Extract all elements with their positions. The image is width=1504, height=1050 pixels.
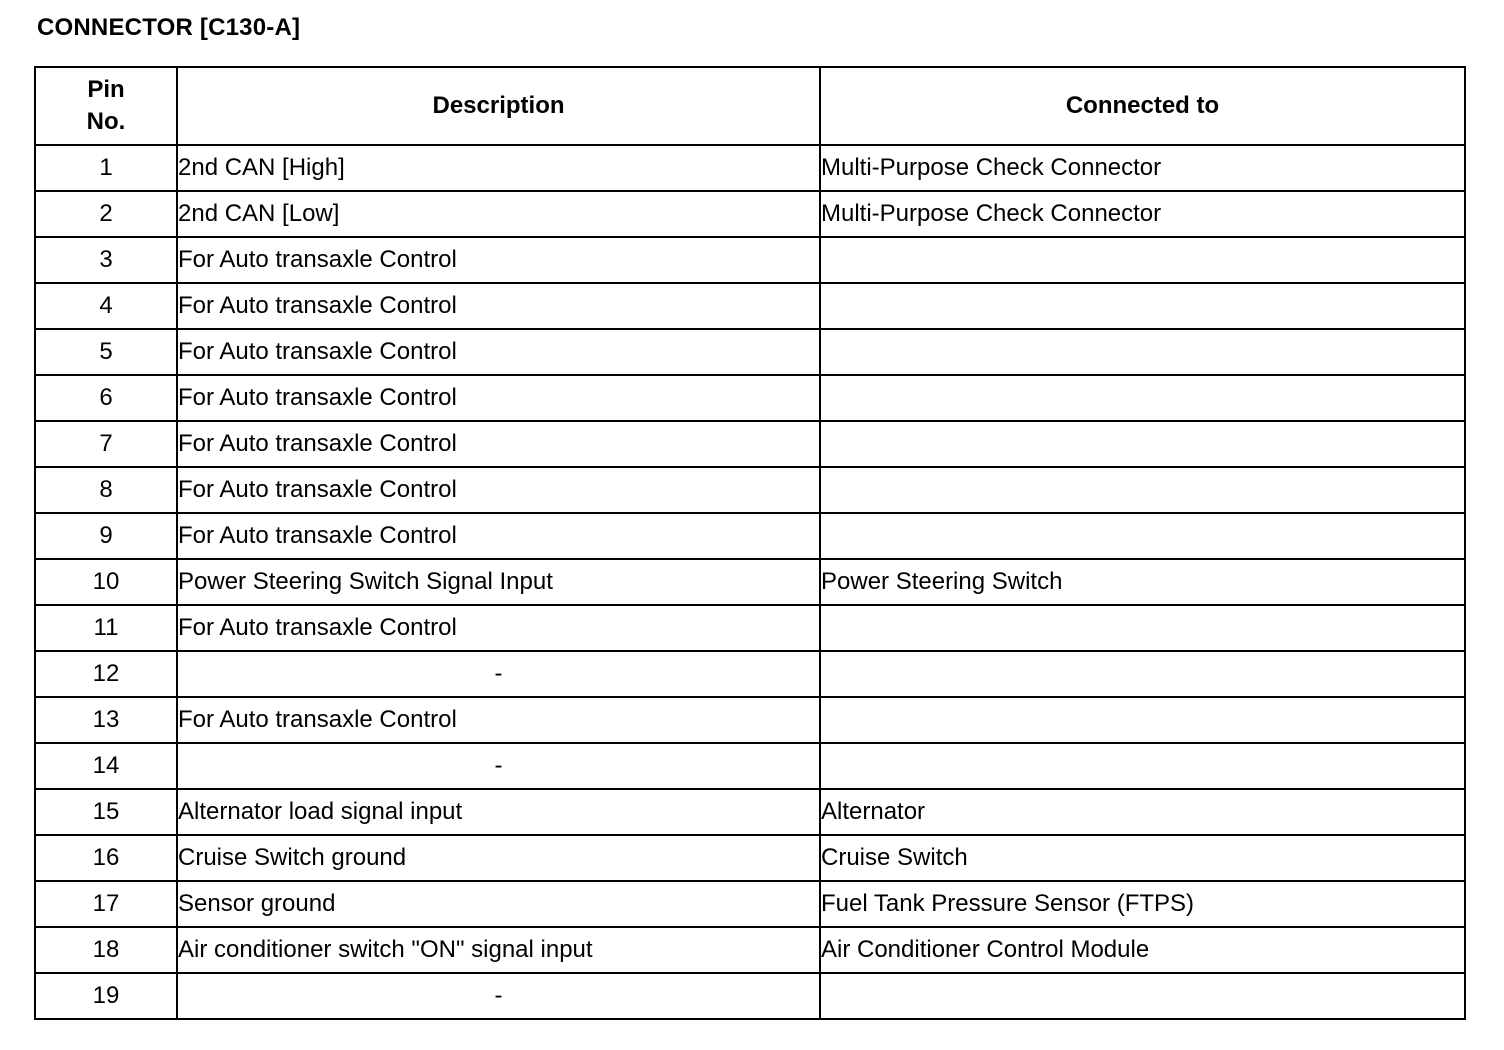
- header-pin-no: [35, 67, 177, 145]
- connected-to-cell: [820, 743, 1465, 789]
- description-cell: -: [177, 973, 820, 1019]
- pin-number-cell: 7: [35, 421, 177, 467]
- description-cell: 2nd CAN [High]: [177, 145, 820, 191]
- header-description: Description: [177, 67, 820, 145]
- connected-to-cell: [820, 973, 1465, 1019]
- header-connected-to: Connected to: [820, 67, 1465, 145]
- table-row: [35, 559, 1465, 605]
- table-row: [35, 145, 1465, 191]
- connected-to-cell: [820, 513, 1465, 559]
- table-row: [35, 743, 1465, 789]
- connected-to-cell: [820, 329, 1465, 375]
- table-row: [35, 881, 1465, 927]
- description-cell: For Auto transaxle Control: [177, 513, 820, 559]
- pin-number-cell: 16: [35, 835, 177, 881]
- table-row: [35, 421, 1465, 467]
- pin-number-cell: 13: [35, 697, 177, 743]
- table-row: [35, 697, 1465, 743]
- table-row: [35, 605, 1465, 651]
- pin-number-cell: 10: [35, 559, 177, 605]
- pin-number-cell: 1: [35, 145, 177, 191]
- table-row: [35, 651, 1465, 697]
- pin-number-cell: 3: [35, 237, 177, 283]
- connected-to-cell: [820, 237, 1465, 283]
- description-cell: For Auto transaxle Control: [177, 329, 820, 375]
- description-cell: Sensor ground: [177, 881, 820, 927]
- pin-number-cell: 18: [35, 927, 177, 973]
- connected-to-cell: [820, 467, 1465, 513]
- description-cell: Air conditioner switch "ON" signal input: [177, 927, 820, 973]
- connected-to-cell: Multi-Purpose Check Connector: [820, 191, 1465, 237]
- table-row: [35, 789, 1465, 835]
- connected-to-cell: Cruise Switch: [820, 835, 1465, 881]
- pin-number-cell: 11: [35, 605, 177, 651]
- description-cell: For Auto transaxle Control: [177, 467, 820, 513]
- table-row: [35, 467, 1465, 513]
- description-cell: For Auto transaxle Control: [177, 283, 820, 329]
- pin-number-cell: 6: [35, 375, 177, 421]
- table-row: [35, 329, 1465, 375]
- table-row: [35, 191, 1465, 237]
- description-cell: Power Steering Switch Signal Input: [177, 559, 820, 605]
- connected-to-cell: Multi-Purpose Check Connector: [820, 145, 1465, 191]
- pin-number-cell: 14: [35, 743, 177, 789]
- pin-number-cell: 19: [35, 973, 177, 1019]
- description-cell: Cruise Switch ground: [177, 835, 820, 881]
- description-cell: Alternator load signal input: [177, 789, 820, 835]
- table-row: [35, 237, 1465, 283]
- description-cell: For Auto transaxle Control: [177, 421, 820, 467]
- pin-number-cell: 2: [35, 191, 177, 237]
- pin-number-cell: 12: [35, 651, 177, 697]
- description-cell: For Auto transaxle Control: [177, 697, 820, 743]
- connected-to-cell: [820, 421, 1465, 467]
- table-row: [35, 835, 1465, 881]
- table-row: [35, 513, 1465, 559]
- description-cell: For Auto transaxle Control: [177, 375, 820, 421]
- pin-number-cell: 15: [35, 789, 177, 835]
- table-body: [35, 145, 1465, 1019]
- description-cell: For Auto transaxle Control: [177, 605, 820, 651]
- connected-to-cell: [820, 697, 1465, 743]
- description-cell: -: [177, 651, 820, 697]
- table-row: [35, 283, 1465, 329]
- description-cell: For Auto transaxle Control: [177, 237, 820, 283]
- table-row: [35, 927, 1465, 973]
- pin-number-cell: 9: [35, 513, 177, 559]
- description-cell: -: [177, 743, 820, 789]
- connected-to-cell: [820, 605, 1465, 651]
- pin-number-cell: 8: [35, 467, 177, 513]
- table-row: [35, 973, 1465, 1019]
- connected-to-cell: [820, 651, 1465, 697]
- page-title: CONNECTOR [C130-A]: [37, 14, 301, 41]
- table-header-row: [35, 67, 1465, 145]
- connected-to-cell: Power Steering Switch: [820, 559, 1465, 605]
- table-row: [35, 375, 1465, 421]
- header-pin-no-label: Pin No.: [86, 76, 126, 135]
- connected-to-cell: Alternator: [820, 789, 1465, 835]
- connected-to-cell: [820, 375, 1465, 421]
- connected-to-cell: [820, 283, 1465, 329]
- pin-number-cell: 17: [35, 881, 177, 927]
- pin-number-cell: 5: [35, 329, 177, 375]
- connected-to-cell: Air Conditioner Control Module: [820, 927, 1465, 973]
- description-cell: 2nd CAN [Low]: [177, 191, 820, 237]
- connected-to-cell: Fuel Tank Pressure Sensor (FTPS): [820, 881, 1465, 927]
- pin-number-cell: 4: [35, 283, 177, 329]
- connector-pin-table: [34, 66, 1466, 1020]
